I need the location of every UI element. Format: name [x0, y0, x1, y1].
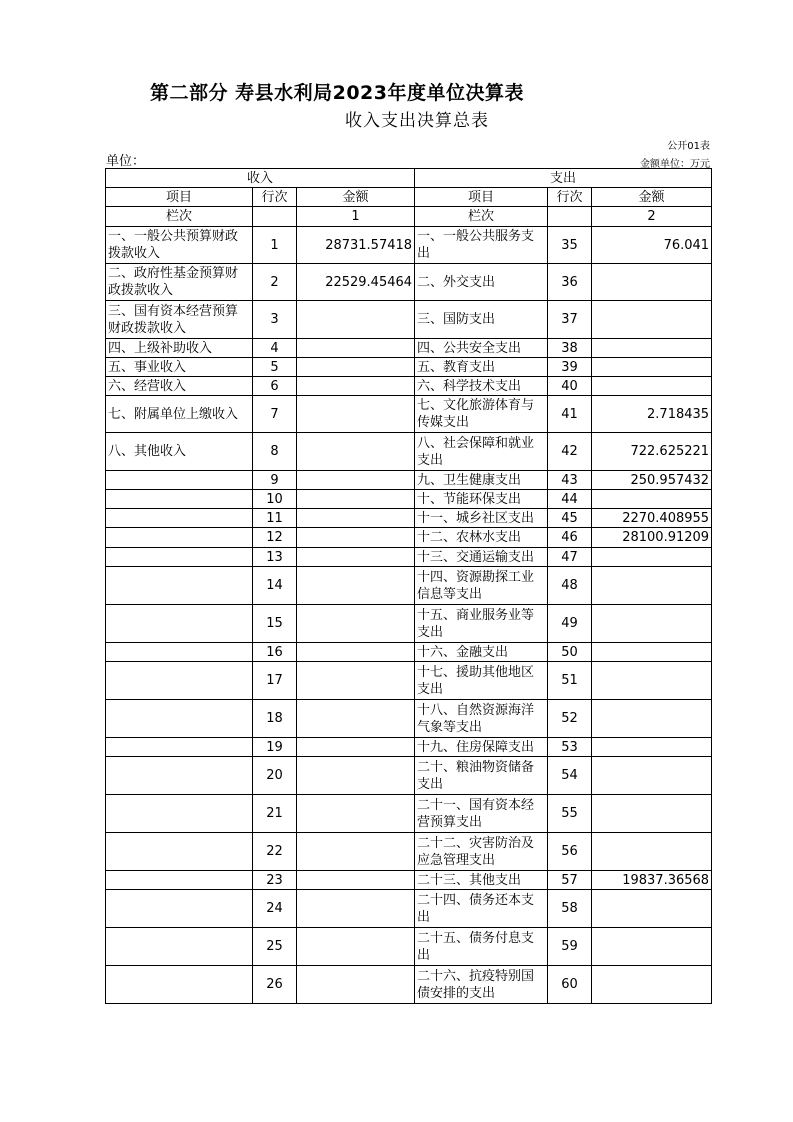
income-amount-cell — [297, 339, 415, 358]
income-item-cell: 六、经营收入 — [106, 377, 253, 396]
expense-amount-cell — [592, 490, 712, 509]
expense-item-cell: 十、节能环保支出 — [415, 490, 548, 509]
expense-amount-cell — [592, 358, 712, 377]
income-line-cell: 24 — [253, 890, 297, 928]
table-row — [106, 966, 712, 1004]
table-row — [106, 471, 712, 490]
expense-amount-cell — [592, 928, 712, 966]
income-amount-cell: 22529.45464 — [297, 264, 415, 301]
expense-line-cell: 53 — [548, 738, 592, 757]
income-item-cell — [106, 966, 253, 1004]
expense-item-cell: 二十四、债务还本支出 — [415, 890, 548, 928]
expense-line-cell: 55 — [548, 795, 592, 833]
expense-item-cell: 十五、商业服务业等支出 — [415, 605, 548, 643]
income-amount-cell — [297, 377, 415, 396]
expense-amount-cell — [592, 738, 712, 757]
income-item-cell — [106, 605, 253, 643]
expense-line-cell: 56 — [548, 833, 592, 871]
income-amount-cell — [297, 643, 415, 662]
expense-amount-cell — [592, 301, 712, 339]
table-row — [106, 264, 712, 301]
income-amount-cell — [297, 757, 415, 795]
income-item-cell — [106, 871, 253, 890]
expense-line-header: 行次 — [548, 188, 592, 207]
income-line-cell: 22 — [253, 833, 297, 871]
income-line-cell: 9 — [253, 471, 297, 490]
expense-item-cell: 十六、金融支出 — [415, 643, 548, 662]
table-row — [106, 509, 712, 528]
expense-item-cell: 二十三、其他支出 — [415, 871, 548, 890]
income-line-cell: 26 — [253, 966, 297, 1004]
expense-amount-cell — [592, 264, 712, 301]
income-amount-cell — [297, 490, 415, 509]
income-line-cell: 11 — [253, 509, 297, 528]
expense-line-cell: 45 — [548, 509, 592, 528]
income-amount-header: 金额 — [297, 188, 415, 207]
income-item-cell: 三、国有资本经营预算财政拨款收入 — [106, 301, 253, 339]
income-item-cell — [106, 700, 253, 738]
table-row — [106, 738, 712, 757]
table-row — [106, 358, 712, 377]
income-amount-cell — [297, 928, 415, 966]
expense-item-cell: 十七、援助其他地区支出 — [415, 662, 548, 700]
income-amount-cell — [297, 700, 415, 738]
expense-amount-cell — [592, 795, 712, 833]
unit-label: 单位： — [106, 154, 146, 169]
expense-item-cell: 十四、资源勘探工业信息等支出 — [415, 567, 548, 605]
income-item-cell — [106, 928, 253, 966]
income-line-cell: 19 — [253, 738, 297, 757]
table-row — [106, 396, 712, 433]
expense-amount-cell: 19837.36568 — [592, 871, 712, 890]
income-amount-cell — [297, 795, 415, 833]
income-amount-cell — [297, 471, 415, 490]
expense-line-cell: 50 — [548, 643, 592, 662]
income-line-cell: 23 — [253, 871, 297, 890]
expense-amount-cell: 722.625221 — [592, 433, 712, 471]
income-amount-cell — [297, 871, 415, 890]
expense-item-cell: 九、卫生健康支出 — [415, 471, 548, 490]
expense-amount-cell: 76.041 — [592, 227, 712, 264]
expense-item-cell: 二十六、抗疫特别国债安排的支出 — [415, 966, 548, 1004]
expense-item-cell: 十一、城乡社区支出 — [415, 509, 548, 528]
income-line-cell: 6 — [253, 377, 297, 396]
income-line-cell: 25 — [253, 928, 297, 966]
income-line-cell: 10 — [253, 490, 297, 509]
form-number: 公开01表 — [667, 141, 710, 152]
income-index-label: 栏次 — [106, 207, 253, 227]
income-amount-cell — [297, 509, 415, 528]
expense-line-cell: 59 — [548, 928, 592, 966]
expense-item-cell: 四、公共安全支出 — [415, 339, 548, 358]
income-amount-cell — [297, 567, 415, 605]
income-item-cell — [106, 548, 253, 567]
income-line-cell: 8 — [253, 433, 297, 471]
expense-amount-cell: 250.957432 — [592, 471, 712, 490]
expense-line-cell: 58 — [548, 890, 592, 928]
income-amount-cell — [297, 528, 415, 548]
income-index-number: 1 — [297, 207, 415, 227]
income-line-cell: 18 — [253, 700, 297, 738]
expense-line-cell: 51 — [548, 662, 592, 700]
income-item-cell — [106, 738, 253, 757]
table-row — [106, 928, 712, 966]
income-amount-cell — [297, 662, 415, 700]
expense-line-cell: 49 — [548, 605, 592, 643]
income-amount-cell: 28731.57418 — [297, 227, 415, 264]
table-row — [106, 339, 712, 358]
expense-item-cell: 二十二、灾害防治及应急管理支出 — [415, 833, 548, 871]
income-index-blank — [253, 207, 297, 227]
income-amount-cell — [297, 548, 415, 567]
expense-item-cell: 五、教育支出 — [415, 358, 548, 377]
expense-item-cell: 七、文化旅游体育与传媒支出 — [415, 396, 548, 433]
expense-amount-cell — [592, 700, 712, 738]
income-line-cell: 15 — [253, 605, 297, 643]
expense-amount-cell: 2270.408955 — [592, 509, 712, 528]
expense-line-cell: 54 — [548, 757, 592, 795]
income-line-cell: 16 — [253, 643, 297, 662]
table-row — [106, 757, 712, 795]
expense-item-cell: 八、社会保障和就业支出 — [415, 433, 548, 471]
income-group-header: 收入 — [106, 169, 415, 188]
expense-line-cell: 36 — [548, 264, 592, 301]
column-header-row — [106, 188, 712, 207]
expense-amount-cell — [592, 966, 712, 1004]
income-line-header: 行次 — [253, 188, 297, 207]
income-amount-cell — [297, 890, 415, 928]
income-amount-cell — [297, 833, 415, 871]
expense-line-cell: 37 — [548, 301, 592, 339]
expense-line-cell: 60 — [548, 966, 592, 1004]
expense-line-cell: 44 — [548, 490, 592, 509]
expense-item-cell: 二十、粮油物资储备支出 — [415, 757, 548, 795]
income-line-cell: 4 — [253, 339, 297, 358]
expense-amount-cell — [592, 548, 712, 567]
income-item-cell — [106, 490, 253, 509]
expense-line-cell: 40 — [548, 377, 592, 396]
expense-amount-cell — [592, 757, 712, 795]
income-item-cell — [106, 757, 253, 795]
table-row — [106, 433, 712, 471]
table-row — [106, 605, 712, 643]
table-body — [106, 227, 712, 1004]
income-item-cell: 一、一般公共预算财政拨款收入 — [106, 227, 253, 264]
income-item-cell: 五、事业收入 — [106, 358, 253, 377]
table-row — [106, 871, 712, 890]
page-title: 第二部分 寿县水利局2023年度单位决算表 — [150, 82, 524, 104]
expense-index-label: 栏次 — [415, 207, 548, 227]
income-line-cell: 13 — [253, 548, 297, 567]
expense-amount-cell — [592, 567, 712, 605]
income-item-cell — [106, 567, 253, 605]
expense-group-header: 支出 — [415, 169, 712, 188]
expense-item-cell: 六、科学技术支出 — [415, 377, 548, 396]
income-item-cell — [106, 890, 253, 928]
income-amount-cell — [297, 301, 415, 339]
expense-line-cell: 41 — [548, 396, 592, 433]
income-amount-cell — [297, 605, 415, 643]
amount-unit: 金额单位：万元 — [640, 159, 710, 170]
income-line-cell: 7 — [253, 396, 297, 433]
income-line-cell: 17 — [253, 662, 297, 700]
expense-line-cell: 48 — [548, 567, 592, 605]
income-amount-cell — [297, 433, 415, 471]
income-line-cell: 5 — [253, 358, 297, 377]
expense-amount-cell — [592, 662, 712, 700]
income-item-cell — [106, 528, 253, 548]
expense-item-cell: 十二、农林水支出 — [415, 528, 548, 548]
income-amount-cell — [297, 966, 415, 1004]
expense-line-cell: 57 — [548, 871, 592, 890]
income-item-cell — [106, 662, 253, 700]
table-row — [106, 301, 712, 339]
expense-item-cell: 三、国防支出 — [415, 301, 548, 339]
expense-amount-cell: 2.718435 — [592, 396, 712, 433]
expense-item-cell: 二十一、国有资本经营预算支出 — [415, 795, 548, 833]
income-item-cell: 八、其他收入 — [106, 433, 253, 471]
table-row — [106, 662, 712, 700]
income-item-cell — [106, 471, 253, 490]
expense-line-cell: 39 — [548, 358, 592, 377]
income-item-cell — [106, 643, 253, 662]
income-line-cell: 3 — [253, 301, 297, 339]
table-row — [106, 643, 712, 662]
expense-line-cell: 47 — [548, 548, 592, 567]
expense-amount-cell — [592, 339, 712, 358]
expense-line-cell: 43 — [548, 471, 592, 490]
income-line-cell: 2 — [253, 264, 297, 301]
expense-line-cell: 35 — [548, 227, 592, 264]
expense-index-number: 2 — [592, 207, 712, 227]
income-item-cell: 四、上级补助收入 — [106, 339, 253, 358]
table-row — [106, 795, 712, 833]
income-amount-cell — [297, 396, 415, 433]
income-line-cell: 21 — [253, 795, 297, 833]
expense-amount-cell — [592, 833, 712, 871]
expense-item-cell: 十三、交通运输支出 — [415, 548, 548, 567]
expense-line-cell: 38 — [548, 339, 592, 358]
table-row — [106, 528, 712, 548]
expense-item-cell: 二十五、债务付息支出 — [415, 928, 548, 966]
expense-line-cell: 42 — [548, 433, 592, 471]
income-amount-cell — [297, 358, 415, 377]
expense-item-cell: 二、外交支出 — [415, 264, 548, 301]
group-header-row — [106, 169, 712, 188]
income-amount-cell — [297, 738, 415, 757]
expense-item-cell: 十八、自然资源海洋气象等支出 — [415, 700, 548, 738]
income-item-header: 项目 — [106, 188, 253, 207]
expense-item-cell: 十九、住房保障支出 — [415, 738, 548, 757]
expense-item-cell: 一、一般公共服务支出 — [415, 227, 548, 264]
income-line-cell: 1 — [253, 227, 297, 264]
table-row — [106, 548, 712, 567]
income-item-cell — [106, 509, 253, 528]
expense-item-header: 项目 — [415, 188, 548, 207]
expense-amount-cell — [592, 605, 712, 643]
expense-amount-cell — [592, 377, 712, 396]
income-item-cell: 七、附属单位上缴收入 — [106, 396, 253, 433]
column-index-row — [106, 207, 712, 227]
table-row — [106, 833, 712, 871]
table-row — [106, 567, 712, 605]
expense-line-cell: 46 — [548, 528, 592, 548]
budget-summary-table — [105, 168, 712, 1004]
table-row — [106, 890, 712, 928]
expense-index-blank — [548, 207, 592, 227]
table-row — [106, 700, 712, 738]
table-subtitle: 收入支出决算总表 — [345, 111, 489, 131]
income-item-cell — [106, 833, 253, 871]
income-line-cell: 12 — [253, 528, 297, 548]
table-row — [106, 227, 712, 264]
expense-amount-cell — [592, 643, 712, 662]
table-row — [106, 490, 712, 509]
expense-amount-cell: 28100.91209 — [592, 528, 712, 548]
expense-line-cell: 52 — [548, 700, 592, 738]
income-line-cell: 14 — [253, 567, 297, 605]
income-line-cell: 20 — [253, 757, 297, 795]
expense-amount-cell — [592, 890, 712, 928]
income-item-cell — [106, 795, 253, 833]
income-item-cell: 二、政府性基金预算财政拨款收入 — [106, 264, 253, 301]
expense-amount-header: 金额 — [592, 188, 712, 207]
table-row — [106, 377, 712, 396]
